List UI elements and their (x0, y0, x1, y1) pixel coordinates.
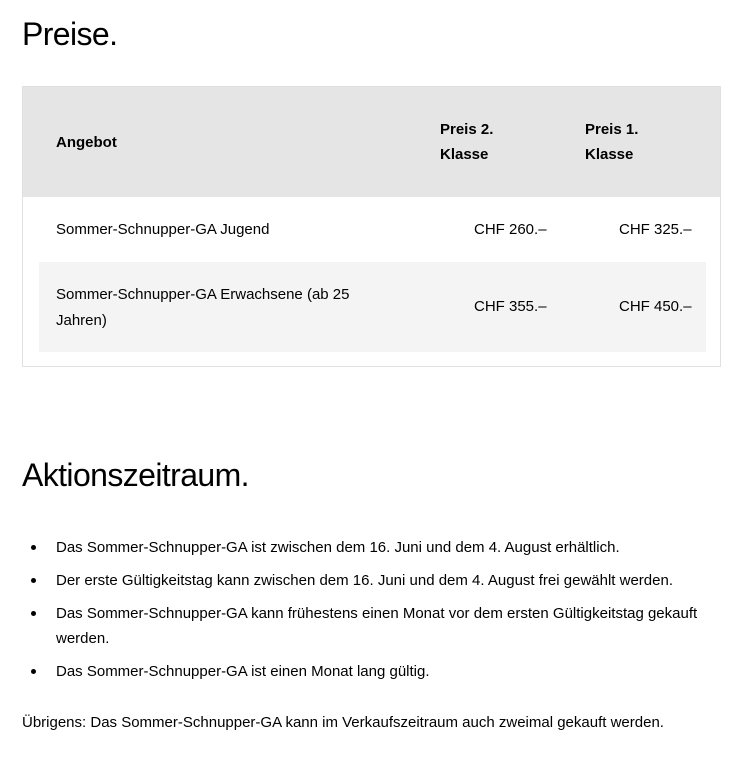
row-price-first-class: CHF 325.– (619, 221, 692, 238)
row-offer-line-2: Jahren) (56, 312, 107, 329)
header-first-class-line-1: Preis 1. (585, 121, 639, 138)
list-item-text: Das Sommer-Schnupper-GA ist zwischen dem 16. Juni und dem 4. August erhältlich. (56, 539, 620, 556)
list-item (22, 535, 712, 560)
bullet-icon (31, 578, 36, 583)
row-price-second-class: CHF 260.– (474, 221, 547, 238)
row-offer (56, 282, 349, 334)
period-heading: Aktionszeitraum. (22, 457, 249, 493)
table-row (39, 197, 706, 262)
list-item-text-line-2: werden. (56, 630, 110, 647)
list-item (22, 568, 712, 593)
period-list (22, 535, 712, 692)
header-second-class (440, 117, 493, 167)
table-row (39, 262, 706, 352)
list-item (22, 601, 712, 651)
price-table (22, 86, 721, 367)
prices-heading: Preise. (22, 16, 118, 52)
header-second-class-line-2: Klasse (440, 146, 489, 163)
header-offer: Angebot (56, 134, 117, 151)
row-price-first-class: CHF 450.– (619, 298, 692, 315)
header-first-class-line-2: Klasse (585, 146, 634, 163)
header-first-class (585, 117, 638, 167)
footnote: Übrigens: Das Sommer-Schnupper-GA kann im Verkaufszeitraum auch zweimal gekauft werden. (22, 714, 664, 731)
list-item-text-line-1: Das Sommer-Schnupper-GA kann frühestens einen Monat vor dem ersten Gültigkeitstag gekauft (56, 605, 698, 622)
table-header (23, 87, 720, 197)
bullet-icon (31, 611, 36, 616)
list-item-text: Der erste Gültigkeitstag kann zwischen dem 16. Juni und dem 4. August frei gewählt werden. (56, 572, 673, 589)
list-item (22, 659, 712, 684)
bullet-icon (31, 545, 36, 550)
row-offer: Sommer-Schnupper-GA Jugend (56, 221, 270, 238)
list-item-text: Das Sommer-Schnupper-GA ist einen Monat lang gültig. (56, 663, 430, 680)
row-offer-line-1: Sommer-Schnupper-GA Erwachsene (ab 25 (56, 286, 350, 303)
bullet-icon (31, 669, 36, 674)
header-second-class-line-1: Preis 2. (440, 121, 494, 138)
row-price-second-class: CHF 355.– (474, 298, 547, 315)
